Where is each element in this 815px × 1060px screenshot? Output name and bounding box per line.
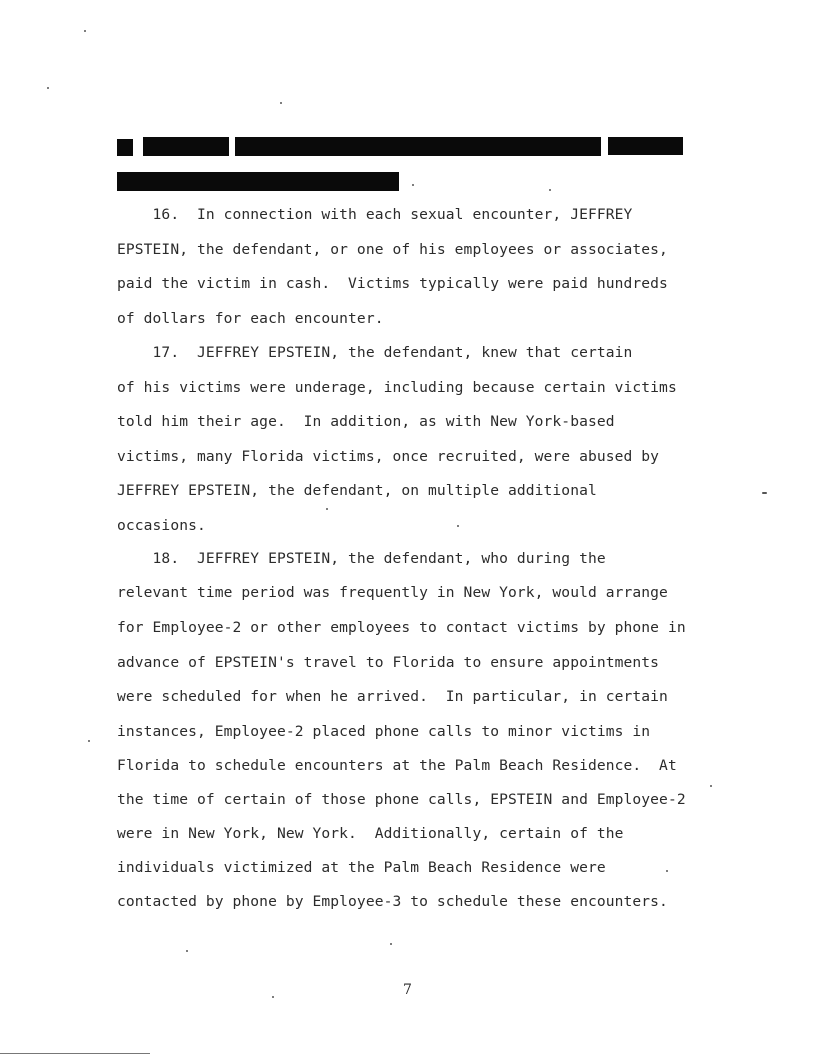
scan-speck: [390, 943, 392, 945]
paragraph-17-line-2: of his victims were underage, including because certain victims: [117, 379, 677, 396]
paragraph-18-line-5: were scheduled for when he arrived. In particular, in certain: [117, 688, 668, 705]
scan-speck: [666, 870, 668, 872]
paragraph-17-line-6: occasions.: [117, 517, 206, 534]
footer-rule: [0, 1053, 150, 1054]
scan-speck: [412, 184, 414, 186]
scan-speck: [186, 950, 188, 952]
paragraph-16-line-2: EPSTEIN, the defendant, or one of his employees or associates,: [117, 241, 668, 258]
paragraph-17-line-1: 17. JEFFREY EPSTEIN, the defendant, knew that certain: [117, 344, 633, 361]
paragraph-18-line-3: for Employee-2 or other employees to contact victims by phone in: [117, 619, 686, 636]
paragraph-18-line-7: Florida to schedule encounters at the Palm Beach Residence. At: [117, 757, 677, 774]
paragraph-18-line-9: were in New York, New York. Additionally, certain of the: [117, 825, 624, 842]
scan-speck: [762, 492, 767, 494]
paragraph-18-line-2: relevant time period was frequently in New York, would arrange: [117, 584, 668, 601]
paragraph-18-line-11: contacted by phone by Employee-3 to schedule these encounters.: [117, 893, 668, 910]
paragraph-18-line-1: 18. JEFFREY EPSTEIN, the defendant, who during the: [117, 550, 606, 567]
redaction-bar: [608, 137, 683, 155]
scan-speck: [280, 102, 282, 104]
paragraph-17-line-4: victims, many Florida victims, once recruited, were abused by: [117, 448, 660, 465]
paragraph-16-line-3: paid the victim in cash. Victims typically were paid hundreds: [117, 275, 668, 292]
paragraph-18-line-4: advance of EPSTEIN's travel to Florida to ensure appointments: [117, 654, 660, 671]
redaction-bar: [117, 172, 399, 191]
paragraph-17-line-5: JEFFREY EPSTEIN, the defendant, on multiple additional: [117, 482, 597, 499]
paragraph-18-line-10: individuals victimized at the Palm Beach Residence were: [117, 859, 606, 876]
paragraph-18-line-6: instances, Employee-2 placed phone calls to minor victims in: [117, 723, 651, 740]
scan-speck: [47, 87, 49, 89]
page-number: 7: [403, 982, 412, 998]
redaction-bar: [143, 137, 229, 156]
scan-speck: [88, 740, 90, 742]
scan-speck: [272, 996, 274, 998]
redaction-bar: [235, 137, 601, 156]
paragraph-16-line-4: of dollars for each encounter.: [117, 310, 384, 327]
scan-speck: [549, 189, 551, 191]
scan-speck: [326, 508, 328, 510]
scan-speck: [710, 785, 712, 787]
scan-speck: [84, 30, 86, 32]
paragraph-17-line-3: told him their age. In addition, as with New York-based: [117, 413, 615, 430]
paragraph-16-line-1: 16. In connection with each sexual encounter, JEFFREY: [117, 206, 633, 223]
redaction-bar: [117, 139, 133, 156]
paragraph-18-line-8: the time of certain of those phone calls, EPSTEIN and Employee-2: [117, 791, 686, 808]
scan-speck: [457, 525, 459, 527]
